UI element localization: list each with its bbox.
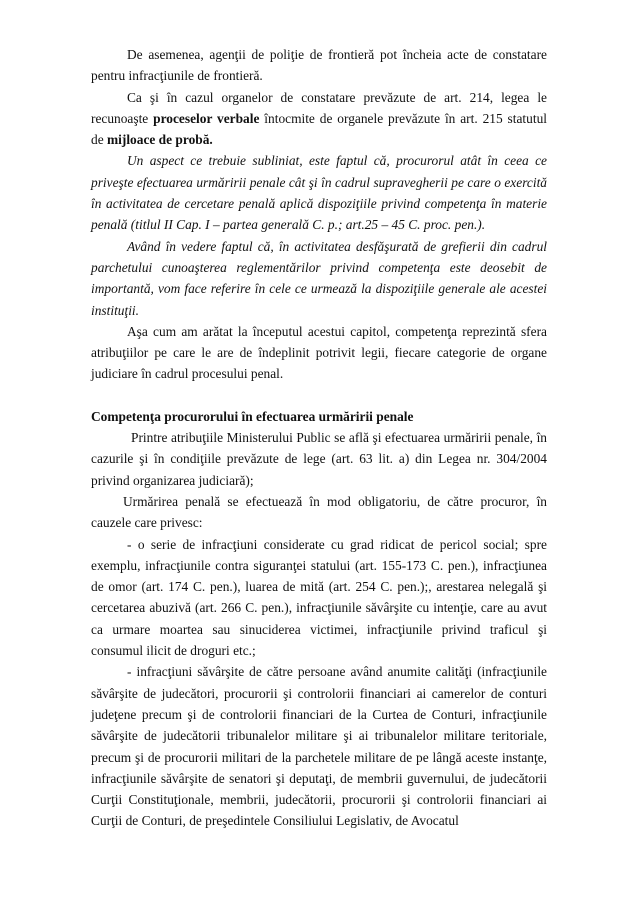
section-heading: Competenţa procurorului în efectuarea urmăririi penale — [91, 408, 414, 424]
list-item-serious-offences: - o serie de infracţiuni considerate cu grad ridicat de pericol social; spre exemplu, infracţiunile contra siguranţei statului (art. 155-173 C. pen.), infracţiunea de omor (art. 174 C. pen.), luarea de mită (art. 254 C. pen.);, arestarea nelegală şi cercetarea abuzivă (art. 266 C. pen.), infracţiunile săvârşite cu intenţie, care au avut ca urmare moartea sau sinuciderea victimei, infracţiunile privind traficul şi consumul ilicit de droguri etc.; — [91, 536, 547, 659]
paragraph-clerks-italic: Având în vedere faptul că, în activitatea desfăşurată de grefierii din cadrul parchetului cunoaşterea reglementărilor privind competenţa este deosebit de importantă, vom face referire în cele ce urmează la dispoziţiile generale ale acestei instituţii. — [91, 238, 547, 318]
paragraph-verbal-processes-part-a: Ca şi în cazul organelor de constatare prevăzute de art. 214, legea le recunoaşte — [91, 89, 547, 126]
paragraph-border-police: De asemenea, agenţii de poliţie de frontieră pot încheia acte de constatare pentru infracţiunile de frontieră. — [91, 47, 547, 84]
document-page — [91, 44, 547, 832]
bold-mijloace-de-proba: mijloace de probă. — [107, 132, 213, 148]
paragraph-ministry-attributions: Printre atribuţiile Ministerului Public se află şi efectuarea urmăririi penale, în cazurile şi în condiţiile prevăzute de lege (art. 63 lit. a) din Legea nr. 304/2004 privind organizarea judiciară); — [91, 430, 547, 488]
paragraph-prosecutor-competence-italic: Un aspect ce trebuie subliniat, este faptul că, procurorul atât în ceea ce priveşte efectuarea urmăririi penale cât şi în cadrul supravegherii pe care o exercită în activitatea de cercetare penală aplică dispoziţiile privind competenţa în materie penală (titlul II Cap. I – partea generală C. p.; art.25 – 45 C. proc. pen.). — [91, 153, 547, 233]
paragraph-verbal-processes-part-c: întocmite de organele prevăzute în art. 215 statutul de — [91, 110, 547, 148]
list-item-special-persons: - infracţiuni săvârşite de către persoane având anumite calităţi (infracţiunile săvârşite de judecători, procurorii şi controlorii financiari ai camerelor de conturi judeţene precum şi de controlorii financiari de la Curtea de Conturi, infracţiunile săvârşite de judecătorii tribunalelor militare şi ai tribunalelor militare teritoriale, precum şi de procurorii militari de la parchetele militare de pe lângă aceste instanţe, infracţiunile săvârşite de senatori şi deputaţi, de membrii guvernului, de judecătorii Curţii Constituţionale, membrii, judecătorii, procurorii şi controlorii financiari ai Curţii de Conturi, de preşedintele Consiliului Legislativ, de Avocatul — [91, 664, 547, 829]
paragraph-verbal-processes — [91, 87, 547, 151]
bold-proceselor-verbale: proceselor verbale — [153, 110, 260, 126]
blank-line — [91, 385, 547, 406]
paragraph-competence-definition: Aşa cum am arătat la începutul acestui capitol, competenţa reprezintă sfera atribuţiilor pe care le are de îndeplinit potrivit legii, fiecare categorie de organe judiciare în cadrul procesului penal. — [91, 323, 547, 382]
paragraph-mandatory-prosecution: Urmărirea penală se efectuează în mod obligatoriu, de către procuror, în cauzele care privesc: — [91, 493, 547, 531]
